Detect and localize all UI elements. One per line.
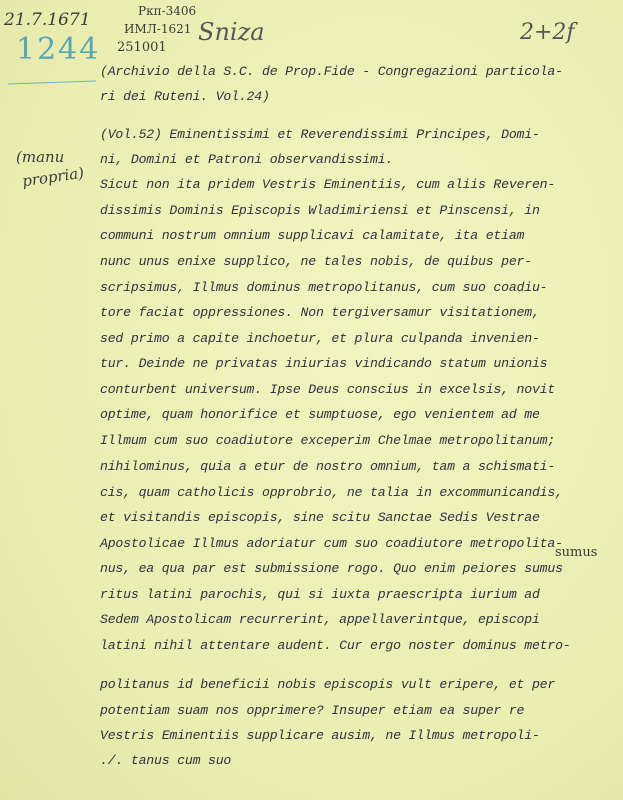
handwritten-signature: Sniza: [198, 18, 265, 46]
text-line: et visitandis episcopis, sine scitu Sanctae Sedis Vestrae: [100, 510, 540, 525]
text-line: tur. Deinde ne privatas iniurias vindicando statum unionis: [100, 356, 548, 371]
text-line: (Vol.52) Eminentissimi et Reverendissimi Principes, Domi-: [100, 127, 540, 142]
handwritten-archive-ref-1: Ркп-3406: [138, 4, 197, 18]
handwritten-archive-ref-3: 251001: [117, 40, 167, 55]
text-line: cis, quam catholicis opprobrio, ne talia in excommunicandis,: [100, 485, 563, 500]
handwritten-archive-ref-2: ИМЛ-1621: [124, 22, 192, 36]
text-line: Sedem Apostolicam recurrerint, appellaverintque, episcopi: [100, 612, 540, 627]
text-line: optime, quam honorifice et sumptuose, ego venientem ad me: [100, 407, 540, 422]
text-line: nus, ea qua par est submissione rogo. Quo enim peiores sumus: [100, 561, 563, 576]
margin-note-line-2: propria): [21, 163, 86, 191]
text-line: nunc unus enixe supplico, ne tales nobis, de quibus per-: [100, 254, 532, 269]
text-line: Vestris Eminentiis supplicare ausim, ne Illmus metropoli-: [100, 728, 540, 743]
text-line: Illmum cum suo coadiutore exceperim Chelmae metropolitanum;: [100, 433, 556, 448]
text-line: Sicut non ita pridem Vestris Eminentiis, cum aliis Reveren-: [100, 177, 556, 192]
text-line: (Archivio della S.C. de Prop.Fide - Congregazioni particola-: [100, 64, 563, 79]
handwritten-correction: sumus: [555, 545, 598, 560]
text-line: communi nostrum omnium supplicavi calamitate, ita etiam: [100, 228, 525, 243]
text-line: politanus id beneficii nobis episcopis vult eripere, et per: [100, 677, 556, 692]
text-line: ritus latini parochis, qui si iuxta praescripta iurium ad: [100, 587, 540, 602]
blue-pencil-number: 1244: [16, 32, 101, 67]
handwritten-date: 21.7.1671: [4, 10, 91, 30]
text-line: ni, Domini et Patroni observandissimi.: [100, 152, 394, 167]
text-line: scripsimus, Illmus dominus metropolitanus, cum suo coadiu-: [100, 280, 548, 295]
text-line: tore faciat oppressiones. Non tergiversamur visitationem,: [100, 305, 540, 320]
margin-note-line-1: (manu: [16, 148, 65, 166]
text-line: ./. tanus cum suo: [100, 753, 232, 768]
handwritten-page-count: 2+2f: [520, 20, 575, 45]
text-line: Apostolicae Illmus adoriatur cum suo coadiutore metropolita-: [100, 536, 563, 551]
text-line: ri dei Ruteni. Vol.24): [100, 89, 270, 104]
text-line: latini nihil attentare audent. Cur ergo noster dominus metro-: [100, 638, 571, 653]
text-line: dissimis Dominis Episcopis Wladimiriensi et Pinscensi, in: [100, 203, 540, 218]
text-line: sed primo a capite inchoetur, et plura culpanda invenien-: [100, 331, 540, 346]
text-line: potentiam suam nos opprimere? Insuper etiam ea super re: [100, 703, 525, 718]
text-line: conturbent universum. Ipse Deus conscius in excelsis, novit: [100, 382, 556, 397]
blue-pencil-underline: [8, 80, 96, 84]
text-line: nihilominus, quia a etur de nostro omnium, tam a schismati-: [100, 459, 556, 474]
